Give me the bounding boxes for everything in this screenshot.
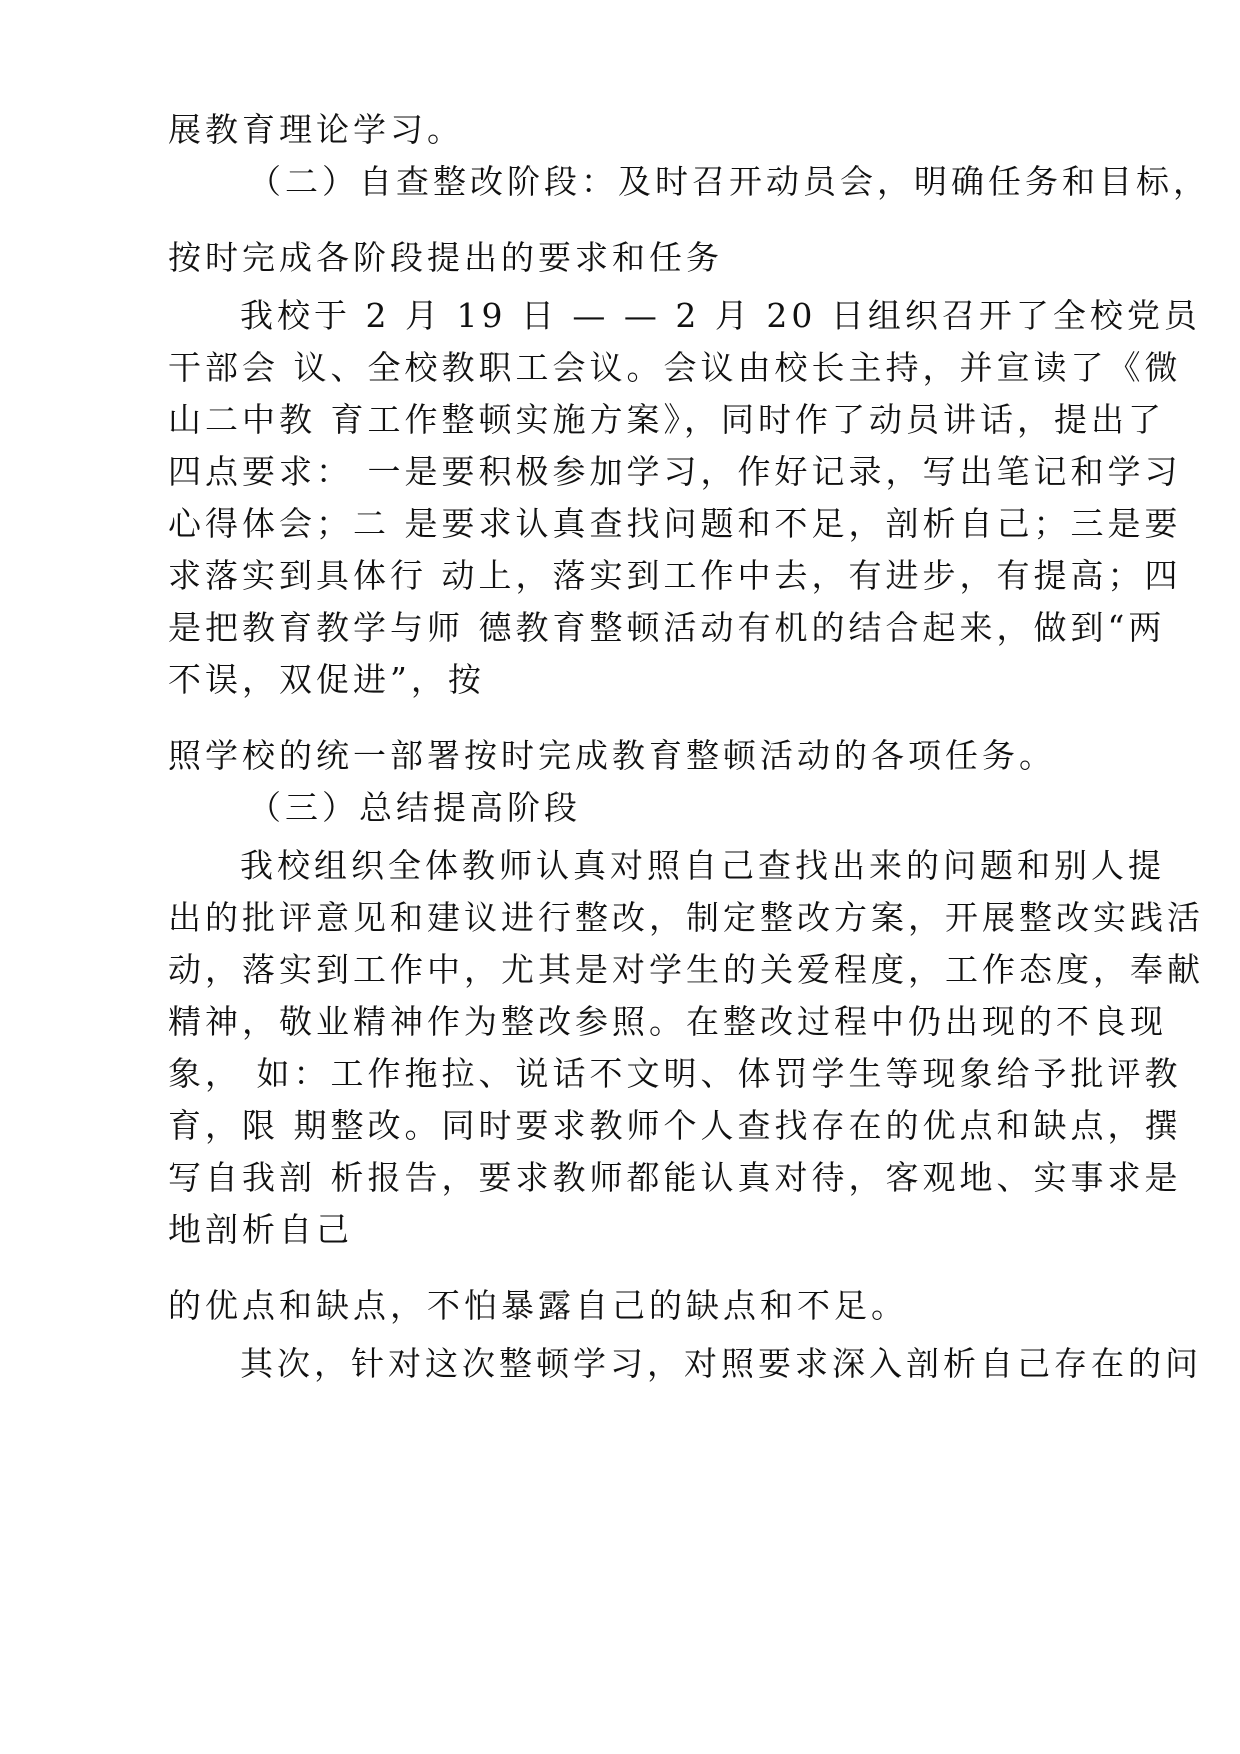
text-line: 精神，敬业精神作为整改参照。在整改过程中仍出现的不良现 [168, 1002, 1167, 1041]
text-line: 出的批评意见和建议进行整改，制定整改方案，开展整改实践活 [168, 898, 1204, 937]
text-line: 象， 如：工作拖拉、说话不文明、体罚学生等现象给予批评教 [168, 1054, 1182, 1093]
text-line: 四点要求： 一是要积极参加学习，作好记录，写出笔记和学习 [168, 452, 1182, 491]
text-line: 的优点和缺点，不怕暴露自己的缺点和不足。 [168, 1286, 908, 1325]
text-line: 育，限 期整改。同时要求教师个人查找存在的优点和缺点，撰 [168, 1106, 1182, 1145]
text-line: 照学校的统一部署按时完成教育整顿活动的各项任务。 [168, 736, 1056, 775]
section-heading: （三）总结提高阶段 [248, 788, 581, 827]
paragraph-first-line: 我校于 2 月 19 日 — — 2 月 20 日组织召开了全校党员 [240, 296, 1201, 335]
text-line: 地剖析自己 [168, 1210, 353, 1249]
text-line: 动，落实到工作中，尤其是对学生的关爱程度，工作态度，奉献 [168, 950, 1204, 989]
text-line: 按时完成各阶段提出的要求和任务 [168, 238, 723, 277]
text-line: 写自我剖 析报告，要求教师都能认真对待，客观地、实事求是 [168, 1158, 1182, 1197]
paragraph-first-line: 其次，针对这次整顿学习，对照要求深入剖析自己存在的问 [240, 1344, 1202, 1383]
section-heading: （二）自查整改阶段：及时召开动员会，明确任务和目标， [248, 162, 1210, 201]
paragraph-first-line: 我校组织全体教师认真对照自己查找出来的问题和别人提 [240, 846, 1165, 885]
text-line: 心得体会；二 是要求认真查找问题和不足，剖析自己；三是要 [168, 504, 1182, 543]
text-line: 干部会 议、全校教职工会议。会议由校长主持，并宣读了《微 [168, 348, 1182, 387]
text-line: 山二中教 育工作整顿实施方案》，同时作了动员讲话，提出了 [168, 400, 1165, 439]
text-line: 展教育理论学习。 [168, 110, 464, 149]
text-line: 是把教育教学与师 德教育整顿活动有机的结合起来，做到“两 [168, 608, 1166, 647]
text-line: 求落实到具体行 动上，落实到工作中去，有进步，有提高；四 [168, 556, 1182, 595]
text-line: 不误，双促进”，按 [168, 660, 485, 699]
